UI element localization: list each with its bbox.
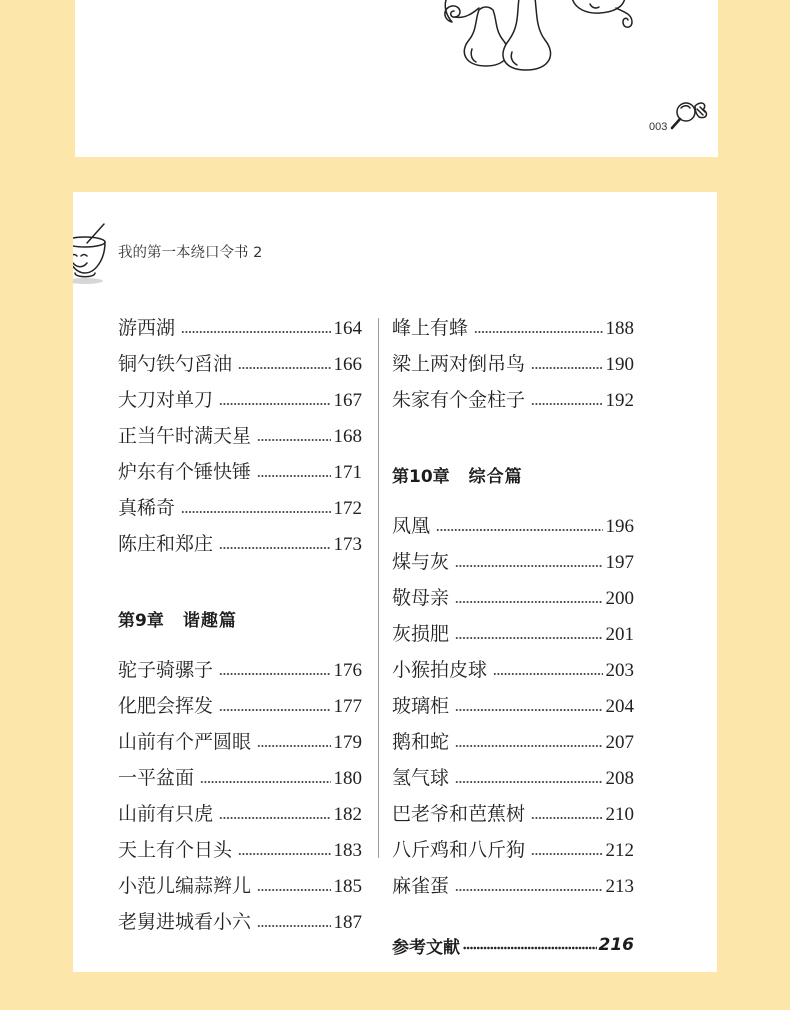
toc-entry-title: 八斤鸡和八斤狗 <box>392 840 526 861</box>
toc-entry-page: 190 <box>605 354 634 375</box>
dot-leader <box>257 742 330 750</box>
toc-left-column <box>118 311 362 941</box>
toc-entry <box>392 545 634 581</box>
toc-entry <box>118 833 362 869</box>
toc-group <box>118 653 362 941</box>
dot-leader <box>219 814 330 822</box>
toc-entry-page: 197 <box>605 552 634 573</box>
dot-leader <box>200 778 330 786</box>
toc-entry <box>118 527 362 563</box>
dot-leader <box>257 886 330 894</box>
toc-entry-page: 176 <box>333 660 362 681</box>
toc-entry-title: 梁上两对倒吊鸟 <box>392 354 526 375</box>
toc-entry <box>118 869 362 905</box>
toc-entry-title: 化肥会挥发 <box>118 696 214 717</box>
toc-entry-title: 游西湖 <box>118 318 176 339</box>
dot-leader <box>463 944 597 952</box>
dot-leader <box>257 472 330 480</box>
toc-entry-title: 一平盆面 <box>118 768 195 789</box>
dot-leader <box>455 562 602 570</box>
column-divider <box>378 318 379 858</box>
dot-leader <box>455 778 602 786</box>
toc-entry <box>118 311 362 347</box>
toc-entry <box>118 383 362 419</box>
toc-entry-title: 玻璃柜 <box>392 696 450 717</box>
toc-entry-page: 192 <box>605 390 634 411</box>
toc-entry-page: 188 <box>605 318 634 339</box>
toc-entry-title: 老舅进城看小六 <box>118 912 252 933</box>
dot-leader <box>455 706 602 714</box>
toc-entry-page: 207 <box>605 732 634 753</box>
toc-entry-title: 山前有只虎 <box>118 804 214 825</box>
toc-entry-page: 177 <box>333 696 362 717</box>
dot-leader <box>181 328 330 336</box>
toc-entry-title: 灰损肥 <box>392 624 450 645</box>
bowl-illustration <box>73 220 111 288</box>
toc-entry-page: 173 <box>333 534 362 555</box>
toc-entry-title: 小范儿编蒜辫儿 <box>118 876 252 897</box>
toc-entry-page: 213 <box>605 876 634 897</box>
toc-entry-title: 氢气球 <box>392 768 450 789</box>
toc-entry-page: 200 <box>605 588 634 609</box>
chapter-number: 第9章 <box>118 610 164 631</box>
dot-leader <box>257 436 330 444</box>
references-title: 参考文献 <box>392 937 460 958</box>
dot-leader <box>238 364 330 372</box>
dot-leader <box>531 814 602 822</box>
references-page: 216 <box>598 935 634 955</box>
chapter-name: 综合篇 <box>468 466 523 487</box>
toc-entry <box>118 455 362 491</box>
toc-entry <box>392 383 634 419</box>
chapter-number: 第10章 <box>392 466 450 487</box>
toc-entry-title: 炉东有个锤快锤 <box>118 462 252 483</box>
toc-entry-page: 196 <box>605 516 634 537</box>
toc-entry-title: 凤凰 <box>392 516 431 537</box>
references-entry <box>392 927 634 963</box>
toc-entry-page: 167 <box>333 390 362 411</box>
toc-entry <box>392 311 634 347</box>
dot-leader <box>455 634 602 642</box>
toc-entry <box>118 725 362 761</box>
toc-entry <box>392 689 634 725</box>
toc-entry <box>118 905 362 941</box>
toc-entry-title: 敬母亲 <box>392 588 450 609</box>
dot-leader <box>219 544 330 552</box>
toc-entry-title: 峰上有蜂 <box>392 318 469 339</box>
toc-entry-page: 187 <box>333 912 362 933</box>
toc-entry-title: 麻雀蛋 <box>392 876 450 897</box>
toc-entry-title: 天上有个日头 <box>118 840 233 861</box>
toc-entry-page: 182 <box>333 804 362 825</box>
toc-entry <box>392 347 634 383</box>
toc-entry-page: 185 <box>333 876 362 897</box>
toc-entry <box>392 509 634 545</box>
toc-entry <box>392 617 634 653</box>
dot-leader <box>531 850 602 858</box>
toc-entry <box>392 761 634 797</box>
chapter-name: 谐趣篇 <box>182 610 237 631</box>
toc-entry-title: 陈庄和郑庄 <box>118 534 214 555</box>
toc-entry-title: 正当午时满天星 <box>118 426 252 447</box>
book-title: 我的第一本绕口令书 2 <box>118 245 263 261</box>
contents-page <box>73 192 717 972</box>
chapter-heading <box>118 600 362 636</box>
dot-leader <box>181 508 330 516</box>
toc-entry <box>392 581 634 617</box>
toc-group <box>392 509 634 905</box>
toc-entry-page: 204 <box>605 696 634 717</box>
toc-entry <box>392 653 634 689</box>
toc-entry-title: 大刀对单刀 <box>118 390 214 411</box>
toc-entry-page: 164 <box>333 318 362 339</box>
dot-leader <box>257 922 330 930</box>
toc-group <box>392 311 634 419</box>
toc-group <box>118 311 362 563</box>
toc-entry-page: 201 <box>605 624 634 645</box>
toc-entry <box>392 797 634 833</box>
toc-entry <box>118 761 362 797</box>
toc-entry-page: 168 <box>333 426 362 447</box>
toc-entry <box>392 725 634 761</box>
toc-entry <box>118 491 362 527</box>
dot-leader <box>493 670 602 678</box>
toc-entry-page: 208 <box>605 768 634 789</box>
toc-entry-page: 203 <box>605 660 634 681</box>
dot-leader <box>455 886 602 894</box>
toc-entry-page: 212 <box>605 840 634 861</box>
dot-leader <box>474 328 602 336</box>
toc-entry-title: 山前有个严圆眼 <box>118 732 252 753</box>
toc-entry-title: 真稀奇 <box>118 498 176 519</box>
toc-entry-title: 铜勺铁勺舀油 <box>118 354 233 375</box>
dot-leader <box>238 850 330 858</box>
toc-entry-title: 朱家有个金柱子 <box>392 390 526 411</box>
toc-entry <box>392 869 634 905</box>
toc-entry <box>118 419 362 455</box>
dot-leader <box>219 400 330 408</box>
toc-entry-title: 煤与灰 <box>392 552 450 573</box>
toc-entry-page: 210 <box>605 804 634 825</box>
dot-leader <box>531 400 602 408</box>
page-number: 003 <box>649 121 668 133</box>
magnifier-icon <box>672 103 706 128</box>
toc-entry-title: 小猴拍皮球 <box>392 660 488 681</box>
toc-entry-page: 180 <box>333 768 362 789</box>
toc-entry <box>118 689 362 725</box>
toc-entry-page: 166 <box>333 354 362 375</box>
toc-entry-page: 171 <box>333 462 362 483</box>
toc-entry <box>392 833 634 869</box>
toc-entry <box>118 653 362 689</box>
toc-entry-page: 172 <box>333 498 362 519</box>
dot-leader <box>219 670 330 678</box>
toc-entry-page: 183 <box>333 840 362 861</box>
dot-leader <box>455 598 602 606</box>
dot-leader <box>531 364 602 372</box>
previous-page <box>75 0 718 157</box>
dot-leader <box>219 706 330 714</box>
dot-leader <box>436 526 602 534</box>
toc-entry <box>118 797 362 833</box>
chapter-heading <box>392 456 634 492</box>
toc-entry-title: 巴老爷和芭蕉树 <box>392 804 526 825</box>
toc-right-column <box>392 311 634 963</box>
toc-entry <box>118 347 362 383</box>
pears-illustration <box>75 0 718 157</box>
toc-entry-title: 鹅和蛇 <box>392 732 450 753</box>
dot-leader <box>455 742 602 750</box>
toc-entry-page: 179 <box>333 732 362 753</box>
toc-entry-title: 驼子骑骡子 <box>118 660 214 681</box>
